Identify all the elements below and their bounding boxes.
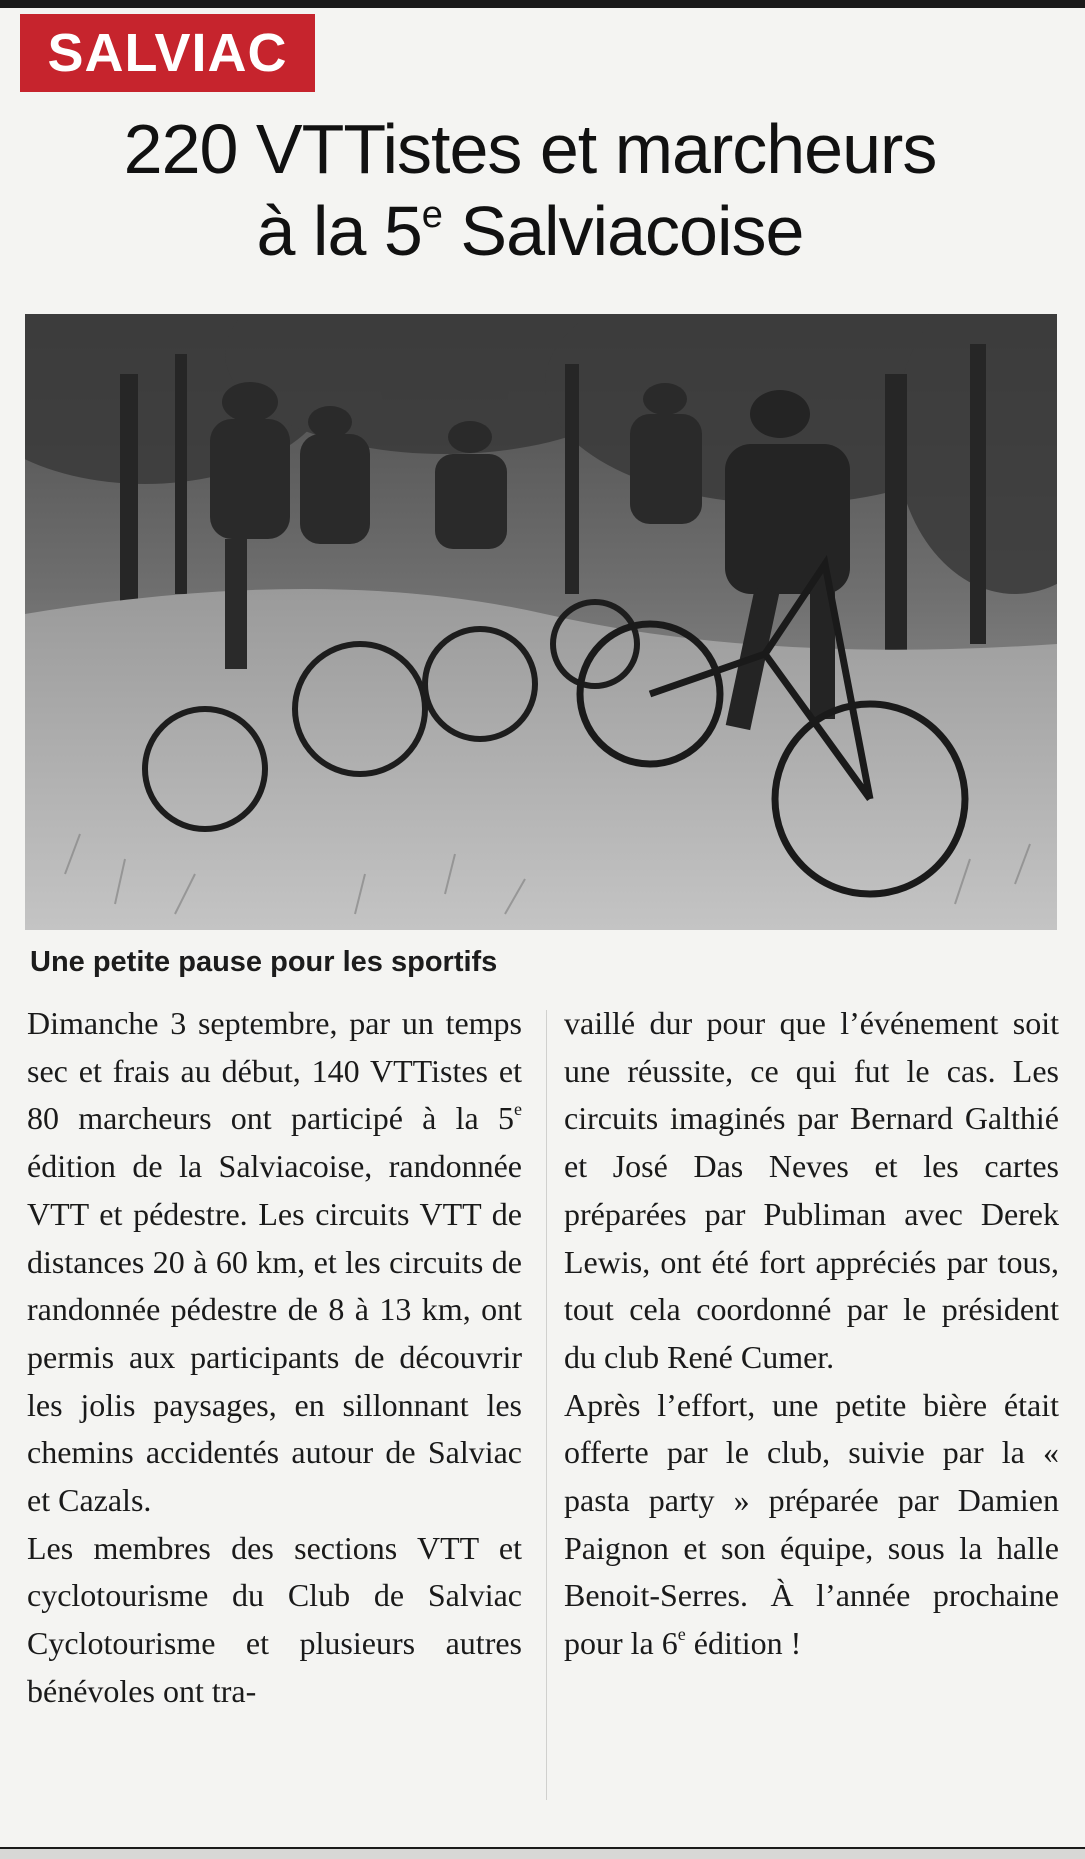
section-label: SALVIAC bbox=[20, 14, 315, 92]
article-headline bbox=[30, 108, 1030, 272]
article-column-left bbox=[27, 1000, 522, 1716]
body-paragraph-3: Après l’effort, une petite bière était offerte par le club, suivie par la « pasta party » préparée par Damien Paignon et son équipe, sous la halle Benoit-Serres. À l’année prochaine pour la 6e édition ! bbox=[564, 1386, 1059, 1662]
column-divider bbox=[546, 1010, 547, 1800]
body-paragraph-2-start: Les membres des sections VTT et cyclotourisme du Club de Salviac Cyclotourisme et plusieurs autres bénévoles ont tra- bbox=[27, 1529, 522, 1709]
headline-line-1: 220 VTTistes et marcheurs bbox=[123, 110, 937, 188]
article-photo bbox=[25, 314, 1057, 930]
headline-line-2: à la 5e Salviacoise bbox=[256, 192, 804, 270]
body-paragraph-2-end: vaillé dur pour que l’événement soit une réussite, ce qui fut le cas. Les circuits imaginés par Bernard Galthié et José Das Neves et les cartes préparées par Publiman avec Derek Lewis, ont été fort appréciés par tous, tout cela coordonné par le président du club René Cumer. bbox=[564, 1005, 1059, 1375]
body-paragraph-1: Dimanche 3 septembre, par un temps sec et frais au début, 140 VTTistes et 80 marcheurs ont participé à la 5e édition de la Salviacoise, randonnée VTT et pédestre. Les circuits VTT de distances 20 à 60 km, et les circuits de randonnée pédestre de 8 à 13 km, ont permis aux participants de découvrir les jolis paysages, en sillonnant les chemins accidentés autour de Salviac et Cazals. bbox=[27, 1005, 522, 1519]
photo-caption: Une petite pause pour les sportifs bbox=[30, 946, 498, 978]
scan-bottom-edge bbox=[0, 1847, 1085, 1859]
article-column-right bbox=[564, 1000, 1059, 1668]
cyclists-photo bbox=[25, 314, 1057, 930]
scan-top-edge bbox=[0, 0, 1085, 8]
